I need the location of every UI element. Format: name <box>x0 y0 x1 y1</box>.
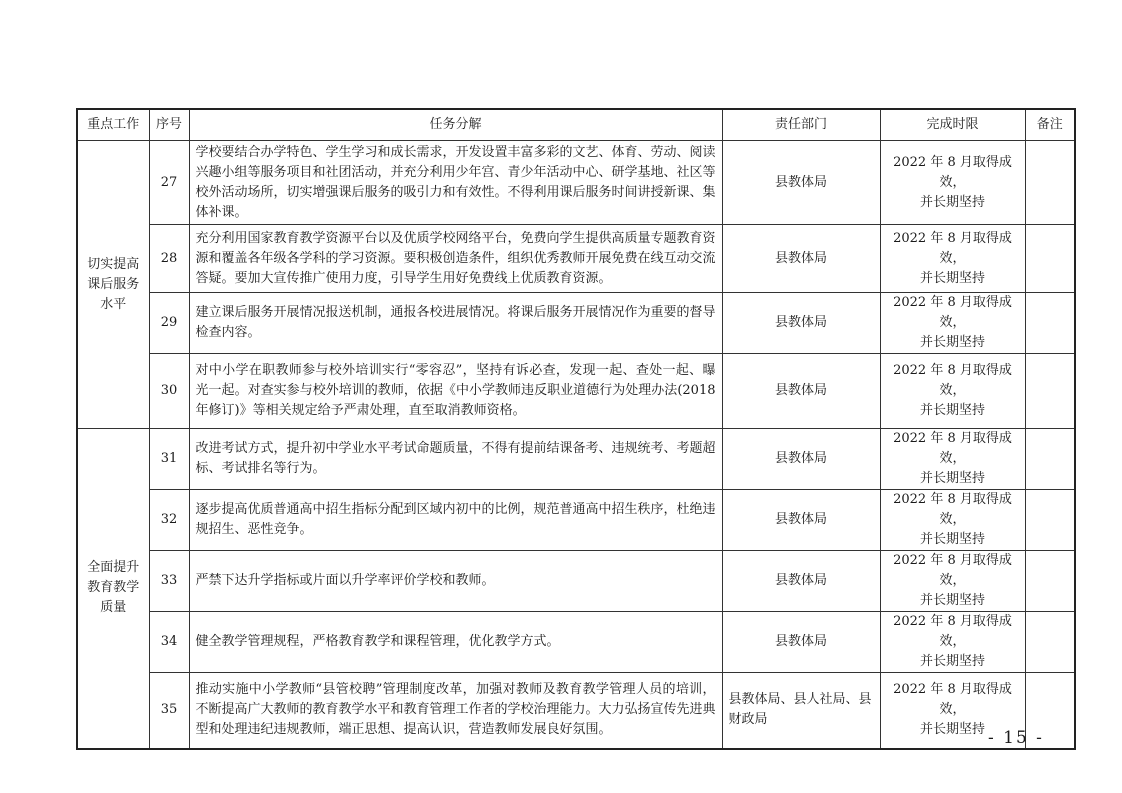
deadline-cell <box>880 354 1025 429</box>
deadline-cell <box>880 225 1025 293</box>
dept-cell: 县教体局 <box>722 612 880 673</box>
remark-cell <box>1025 429 1075 490</box>
row-number: 31 <box>149 429 189 490</box>
header-remark: 备注 <box>1025 109 1075 141</box>
table-row <box>77 612 1075 673</box>
focus-cell: 全面提升教育教学质量 <box>77 429 149 749</box>
deadline-line: 并长期坚持 <box>919 403 985 418</box>
deadline-cell <box>880 429 1025 490</box>
dept-cell: 县教体局 <box>722 490 880 551</box>
row-number: 35 <box>149 673 189 749</box>
table-row <box>77 293 1075 354</box>
deadline-line: 2022 年 8 月取得成效， <box>893 682 1012 718</box>
deadline-line: 2022 年 8 月取得成效， <box>893 363 1012 398</box>
header-row <box>77 109 1075 141</box>
remark-cell <box>1025 141 1075 225</box>
dept-cell: 县教体局、县人社局、县财政局 <box>722 673 880 749</box>
header-focus: 重点工作 <box>77 109 149 141</box>
deadline-line: 2022 年 8 月取得成效， <box>893 154 1012 190</box>
task-text: 推动实施中小学教师“县管校聘”管理制度改革，加强对教师及教育教学管理人员的培训，不断提高广大教师的教育教学水平和教育管理工作者的学校治理能力。大力弘扬宣传先进典型和处理违纪违规教师，端正思想、提高认识，营造教师发展良好氛围。 <box>189 673 722 749</box>
deadline-line: 并长期坚持 <box>919 471 985 486</box>
task-table <box>76 108 1076 750</box>
row-number: 29 <box>149 293 189 354</box>
row-number: 30 <box>149 354 189 429</box>
remark-cell <box>1025 354 1075 429</box>
deadline-line: 2022 年 8 月取得成效， <box>893 431 1012 466</box>
table-row <box>77 490 1075 551</box>
page-number: - 15 - <box>988 728 1044 748</box>
remark-cell <box>1025 293 1075 354</box>
dept-cell: 县教体局 <box>722 551 880 612</box>
task-text: 改进考试方式，提升初中学业水平考试命题质量，不得有提前结课备考、违规统考、考题超标、考试排名等行为。 <box>189 429 722 490</box>
remark-cell <box>1025 225 1075 293</box>
deadline-line: 并长期坚持 <box>919 335 985 350</box>
table-row <box>77 673 1075 749</box>
dept-cell: 县教体局 <box>722 429 880 490</box>
row-number: 34 <box>149 612 189 673</box>
table-row <box>77 429 1075 490</box>
table-row <box>77 225 1075 293</box>
deadline-cell <box>880 612 1025 673</box>
table-row <box>77 141 1075 225</box>
deadline-line: 2022 年 8 月取得成效， <box>893 614 1012 649</box>
deadline-cell <box>880 490 1025 551</box>
task-text: 健全教学管理规程，严格教育教学和课程管理，优化教学方式。 <box>189 612 722 673</box>
task-text: 逐步提高优质普通高中招生指标分配到区域内初中的比例，规范普通高中招生秩序，杜绝违规招生、恶性竞争。 <box>189 490 722 551</box>
header-deadline: 完成时限 <box>880 109 1025 141</box>
deadline-line: 并长期坚持 <box>919 270 985 286</box>
task-text: 严禁下达升学指标或片面以升学率评价学校和教师。 <box>189 551 722 612</box>
task-text: 学校要结合办学特色、学生学习和成长需求，开发设置丰富多彩的文艺、体育、劳动、阅读兴趣小组等服务项目和社团活动，并充分利用少年宫、青少年活动中心、研学基地、社区等校外活动场所，切实增强课后服务的吸引力和有效性。不得利用课后服务时间讲授新课、集体补课。 <box>189 141 722 225</box>
task-text: 建立课后服务开展情况报送机制，通报各校进展情况。将课后服务开展情况作为重要的督导检查内容。 <box>189 293 722 354</box>
deadline-cell <box>880 141 1025 225</box>
table-row <box>77 551 1075 612</box>
header-task: 任务分解 <box>189 109 722 141</box>
dept-cell: 县教体局 <box>722 293 880 354</box>
remark-cell <box>1025 551 1075 612</box>
deadline-line: 2022 年 8 月取得成效， <box>893 553 1012 588</box>
deadline-cell <box>880 293 1025 354</box>
deadline-line: 2022 年 8 月取得成效， <box>893 230 1012 266</box>
deadline-cell <box>880 551 1025 612</box>
dept-cell: 县教体局 <box>722 225 880 293</box>
deadline-line: 2022 年 8 月取得成效， <box>893 295 1012 330</box>
header-no: 序号 <box>149 109 189 141</box>
focus-cell: 切实提高课后服务水平 <box>77 141 149 429</box>
deadline-line: 2022 年 8 月取得成效， <box>893 492 1012 527</box>
remark-cell <box>1025 490 1075 551</box>
row-number: 32 <box>149 490 189 551</box>
row-number: 33 <box>149 551 189 612</box>
task-text: 对中小学在职教师参与校外培训实行“零容忍”，坚持有诉必查，发现一起、查处一起、曝光一起。对查实参与校外培训的教师，依据《中小学教师违反职业道德行为处理办法(2018 年修订)》等相关规定给予严肃处理，直至取消教师资格。 <box>189 354 722 429</box>
deadline-line: 并长期坚持 <box>919 194 985 210</box>
row-number: 28 <box>149 225 189 293</box>
remark-cell <box>1025 612 1075 673</box>
dept-cell: 县教体局 <box>722 354 880 429</box>
header-dept: 责任部门 <box>722 109 880 141</box>
deadline-line: 并长期坚持 <box>919 654 985 669</box>
dept-cell: 县教体局 <box>722 141 880 225</box>
table-row <box>77 354 1075 429</box>
deadline-line: 并长期坚持 <box>919 593 985 608</box>
deadline-line: 并长期坚持 <box>919 532 985 547</box>
deadline-line: 并长期坚持 <box>919 722 985 738</box>
task-text: 充分利用国家教育教学资源平台以及优质学校网络平台，免费向学生提供高质量专题教育资源和覆盖各年级各学科的学习资源。要积极创造条件，组织优秀教师开展免费在线互动交流答疑。要加大宣传推广使用力度，引导学生用好免费线上优质教育资源。 <box>189 225 722 293</box>
row-number: 27 <box>149 141 189 225</box>
